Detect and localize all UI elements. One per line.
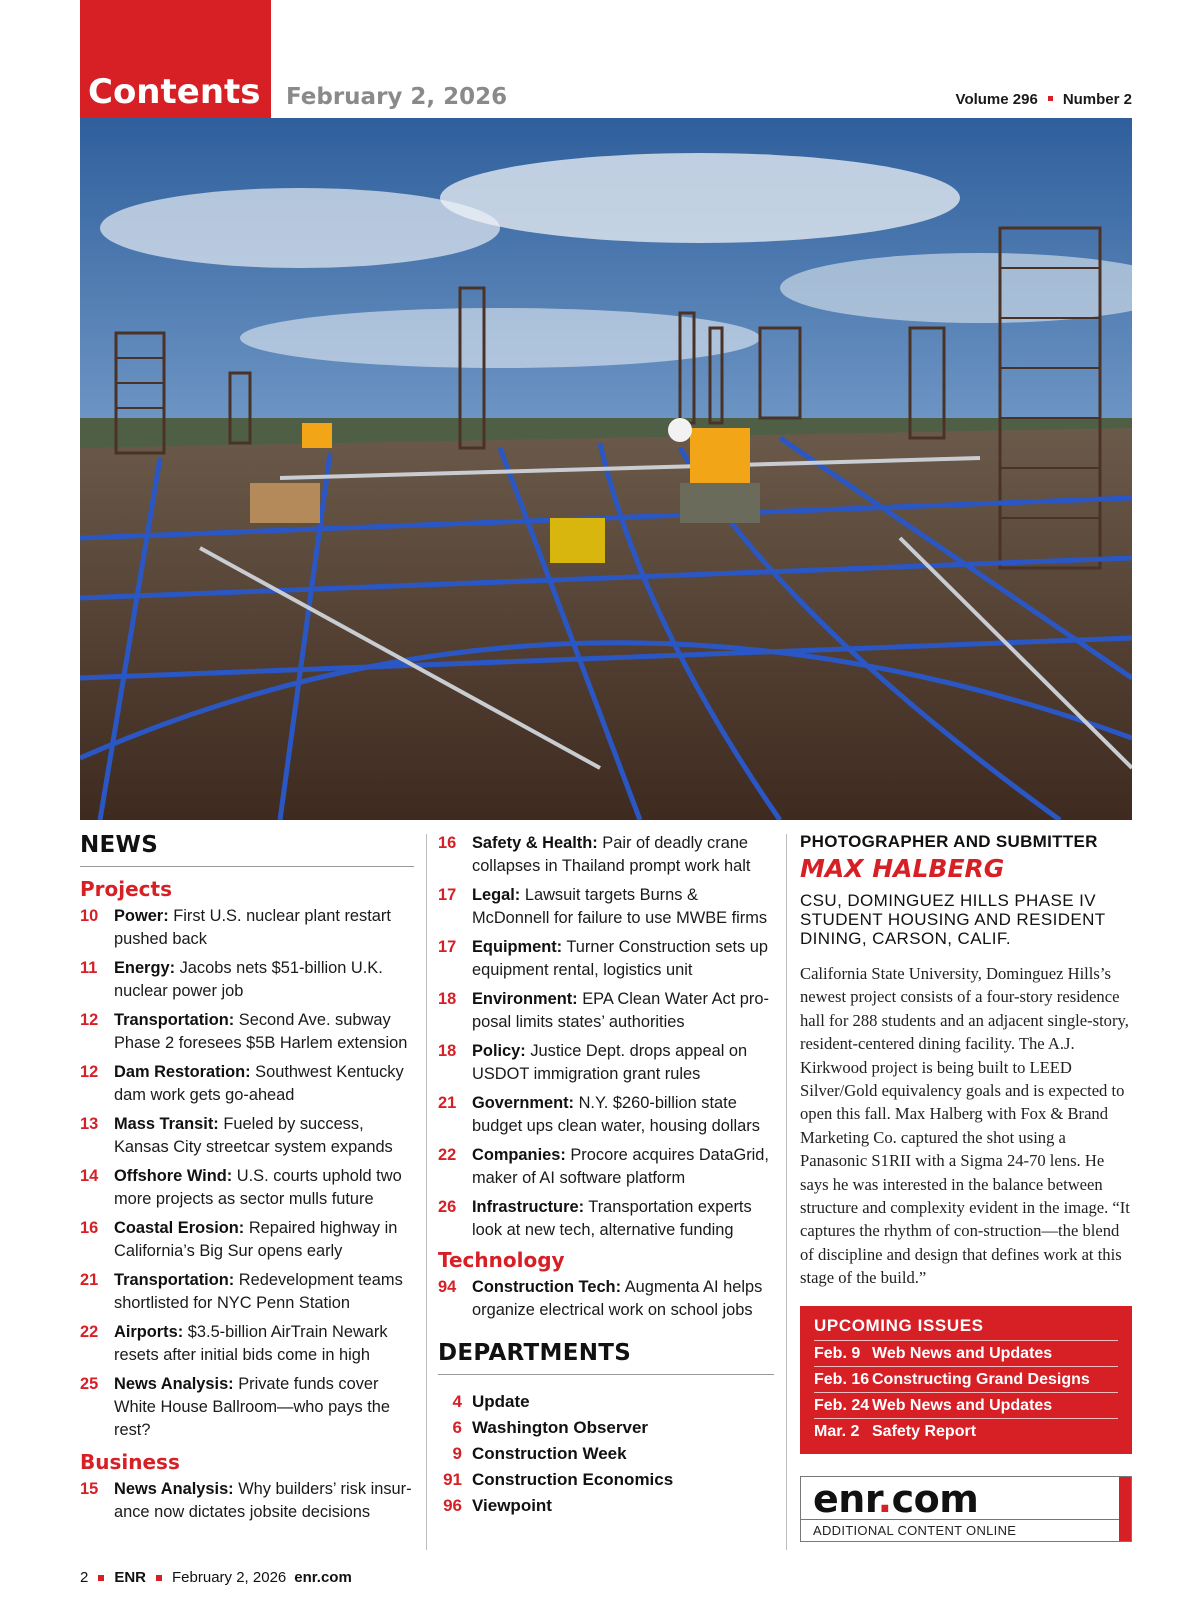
photo-credit-column — [800, 832, 1132, 1542]
entry-category: Offshore Wind: — [114, 1167, 233, 1185]
technology-heading: Technology — [438, 1248, 565, 1272]
issue-title: Web News and Updates — [872, 1344, 1053, 1362]
photo-caption: California State University, Dominguez Hills’s newest project consists of a four-story residence hall for 288 students and an adjacent single-story, resident-centered dining facility. The A.J. Kirkwood project is being built to LEED Silver/Gold equivalency goals and is expected to open this fall. Max Halberg with Fox & Brand Marketing Co. captured the shot using a Panasonic S1RII with a Sigma 24-70 lens. He says he was interested in the balance between structure and complexity evident in the image. “It captures the rhythm of con-struction—the blend of discipline and design that defines work at this stage of the build.” — [800, 964, 1130, 1288]
entry-headline: Transportation experts look at new tech, alternative funding — [472, 1198, 752, 1239]
entry-text — [114, 1165, 414, 1211]
entry-category: Environment: — [472, 990, 578, 1008]
entry-headline: First U.S. nuclear plant restart pushed back — [114, 907, 391, 948]
entry-category: Transportation: — [114, 1011, 235, 1029]
entry-category: Equipment: — [472, 938, 563, 956]
upcoming-issue-row — [814, 1419, 1118, 1444]
entry-category: Dam Restoration: — [114, 1063, 251, 1081]
page-number: 18 — [438, 990, 457, 1008]
entry-category: Companies: — [472, 1146, 566, 1164]
toc-entry[interactable] — [80, 1373, 414, 1442]
page-number: 17 — [438, 938, 457, 956]
entry-category: Government: — [472, 1094, 575, 1112]
entry-text — [114, 1321, 414, 1367]
page-number: 18 — [438, 1042, 457, 1060]
departments-list — [438, 1389, 774, 1519]
entry-headline: Justice Dept. drops appeal on USDOT immigration grant rules — [472, 1042, 748, 1083]
entry-text — [472, 884, 774, 930]
entry-headline: Procore acquires DataGrid, maker of AI software platform — [472, 1146, 769, 1187]
page-number: 10 — [80, 907, 99, 925]
toc-entry[interactable] — [80, 1009, 414, 1055]
page-number: 14 — [80, 1167, 99, 1185]
upcoming-issue-row — [814, 1341, 1118, 1367]
news-column-1 — [80, 832, 414, 1530]
toc-entry[interactable] — [80, 905, 414, 951]
toc-entry[interactable] — [438, 1196, 774, 1242]
department-entry[interactable] — [438, 1467, 774, 1493]
department-entry[interactable] — [438, 1441, 774, 1467]
entry-headline: $3.5-billion AirTrain Newark resets after initial bids come in high — [114, 1323, 388, 1364]
entry-text — [472, 988, 774, 1034]
entry-category: Airports: — [114, 1323, 184, 1341]
department-name: Update — [472, 1392, 530, 1411]
entry-text — [472, 832, 774, 878]
page-number: 22 — [438, 1146, 457, 1164]
entry-headline: Southwest Kentucky dam work gets go-ahead — [114, 1063, 404, 1104]
page-title: Contents — [88, 72, 261, 112]
entry-text — [114, 1478, 414, 1524]
business-heading: Business — [80, 1450, 180, 1474]
toc-entry[interactable] — [438, 988, 774, 1034]
department-name: Washington Observer — [472, 1418, 649, 1437]
entry-headline: Why builders’ risk insur-ance now dictates jobsite decisions — [114, 1480, 412, 1521]
entry-headline: Jacobs nets $51-billion U.K. nuclear power job — [114, 959, 383, 1000]
page-number: 26 — [438, 1198, 457, 1216]
contents-banner — [80, 0, 271, 118]
page-number: 12 — [80, 1011, 99, 1029]
entry-category: Transportation: — [114, 1271, 235, 1289]
toc-entry[interactable] — [438, 1040, 774, 1086]
column-divider — [786, 834, 787, 1550]
photographer-name: MAX HALBERG — [800, 854, 1005, 883]
business-list-continued — [438, 832, 774, 1242]
upcoming-heading: UPCOMING ISSUES — [814, 1316, 1118, 1341]
entry-category: Mass Transit: — [114, 1115, 219, 1133]
entry-headline: Second Ave. subway Phase 2 foresees $5B Harlem extension — [114, 1011, 408, 1052]
column-divider — [426, 834, 427, 1550]
entry-text — [472, 1276, 774, 1322]
toc-entry[interactable] — [80, 1217, 414, 1263]
entry-headline: U.S. courts uphold two more projects as sector mulls future — [114, 1167, 402, 1208]
toc-entry[interactable] — [80, 1061, 414, 1107]
business-list — [80, 1478, 414, 1524]
department-name: Construction Week — [472, 1444, 627, 1463]
entry-text — [114, 905, 414, 951]
entry-category: Power: — [114, 907, 169, 925]
toc-entry[interactable] — [438, 884, 774, 930]
construction-site-photo — [80, 118, 1132, 820]
entry-category: Coastal Erosion: — [114, 1219, 245, 1237]
entry-text — [114, 957, 414, 1003]
issue-date: Feb. 24 — [814, 1396, 870, 1414]
entry-category: Policy: — [472, 1042, 526, 1060]
entry-category: Energy: — [114, 959, 176, 977]
entry-text — [114, 1061, 414, 1107]
enr-logo[interactable] — [813, 1477, 978, 1521]
toc-entry[interactable] — [80, 1165, 414, 1211]
number-label: Number 2 — [1062, 91, 1132, 108]
page-number: 2 — [80, 1569, 89, 1586]
projects-list — [80, 905, 414, 1442]
entry-category: News Analysis: — [114, 1480, 234, 1498]
logo-com: com — [891, 1476, 979, 1521]
department-entry[interactable] — [438, 1389, 774, 1415]
entry-headline: Private funds cover White House Ballroom—who pays the rest? — [114, 1375, 391, 1439]
photographer-kicker: PHOTOGRAPHER AND SUBMITTER — [800, 832, 1098, 851]
promo-subtitle: ADDITIONAL CONTENT ONLINE — [813, 1522, 1017, 1538]
entry-headline: Pair of deadly crane collapses in Thailand prompt work halt — [472, 834, 751, 875]
entry-text — [472, 1040, 774, 1086]
entry-text — [114, 1113, 414, 1159]
page-footer — [80, 1569, 352, 1586]
issue-date: Feb. 16 — [814, 1370, 870, 1388]
entry-category: Legal: — [472, 886, 521, 904]
footer-site[interactable]: enr.com — [294, 1569, 352, 1586]
entry-headline: Lawsuit targets Burns & McDonnell for failure to use MWBE firms — [472, 886, 768, 927]
toc-entry[interactable] — [438, 1276, 774, 1322]
volume-number — [956, 91, 1132, 108]
page-number: 6 — [452, 1418, 462, 1437]
toc-entry[interactable] — [80, 957, 414, 1003]
page-number: 17 — [438, 886, 457, 904]
page-number: 9 — [452, 1444, 462, 1463]
entry-headline: Fueled by success, Kansas City streetcar system expands — [114, 1115, 393, 1156]
logo-enr: enr — [813, 1476, 878, 1521]
page-number: 11 — [80, 959, 98, 977]
toc-entry[interactable] — [80, 1478, 414, 1524]
entry-text — [472, 1144, 774, 1190]
entry-category: News Analysis: — [114, 1375, 234, 1393]
entry-headline: Augmenta AI helps organize electrical work on school jobs — [472, 1278, 763, 1319]
volume-label: Volume 296 — [955, 91, 1038, 108]
entry-text — [114, 1269, 414, 1315]
department-entry[interactable] — [438, 1415, 774, 1441]
projects-heading: Projects — [80, 877, 173, 901]
entry-category: Construction Tech: — [472, 1278, 622, 1296]
departments-heading: DEPARTMENTS — [438, 1340, 774, 1375]
page-number: 4 — [452, 1392, 462, 1411]
issue-date: Mar. 2 — [814, 1422, 860, 1440]
entry-text — [472, 1092, 774, 1138]
page-number: 94 — [438, 1278, 457, 1296]
enr-online-promo[interactable] — [800, 1476, 1132, 1542]
page-number: 25 — [80, 1375, 99, 1393]
footer-brand: ENR — [114, 1569, 147, 1586]
entry-text — [114, 1217, 414, 1263]
divider — [801, 1519, 1119, 1520]
issue-title: Web News and Updates — [872, 1396, 1053, 1414]
logo-dot: . — [877, 1476, 892, 1521]
square-bullet-icon — [156, 1575, 162, 1581]
square-bullet-icon — [1048, 96, 1053, 101]
page-number: 16 — [80, 1219, 99, 1237]
toc-entry[interactable] — [438, 1092, 774, 1138]
page-number: 21 — [438, 1094, 457, 1112]
page-number: 15 — [80, 1480, 99, 1498]
entry-headline: Turner Construction sets up equipment rental, logistics unit — [472, 938, 769, 979]
entry-headline: Redevelopment teams shortlisted for NYC Penn Station — [114, 1271, 403, 1312]
entry-text — [472, 936, 774, 982]
entry-headline: Repaired highway in California’s Big Sur opens early — [114, 1219, 398, 1260]
page-number: 12 — [80, 1063, 99, 1081]
toc-entry[interactable] — [80, 1269, 414, 1315]
accent-bar — [1119, 1477, 1131, 1541]
news-heading: NEWS — [80, 832, 414, 867]
project-title: CSU, DOMINGUEZ HILLS PHASE IV STUDENT HOUSING AND RESIDENT DINING, CARSON, CALIF. — [800, 891, 1106, 948]
news-column-2 — [438, 832, 774, 1519]
entry-category: Infrastructure: — [472, 1198, 585, 1216]
square-bullet-icon — [98, 1575, 104, 1581]
issue-title: Constructing Grand Designs — [872, 1370, 1090, 1388]
footer-date: February 2, 2026 — [172, 1569, 287, 1586]
issue-date: Feb. 9 — [814, 1344, 861, 1362]
page-number: 91 — [443, 1470, 462, 1489]
page-number: 96 — [443, 1496, 462, 1515]
upcoming-list — [814, 1341, 1118, 1444]
issue-title: Safety Report — [872, 1422, 977, 1440]
upcoming-issues-box — [800, 1306, 1132, 1454]
upcoming-issue-row — [814, 1393, 1118, 1419]
toc-entry[interactable] — [438, 832, 774, 878]
page-number: 16 — [438, 834, 457, 852]
page-number: 21 — [80, 1271, 99, 1289]
entry-text — [114, 1009, 414, 1055]
entry-headline: N.Y. $260-billion state budget ups clean water, housing dollars — [472, 1094, 760, 1135]
upcoming-issue-row — [814, 1367, 1118, 1393]
toc-entry[interactable] — [80, 1321, 414, 1367]
entry-headline: EPA Clean Water Act pro-posal limits states’ authorities — [472, 990, 769, 1031]
issue-date: February 2, 2026 — [286, 84, 508, 110]
toc-entry[interactable] — [438, 936, 774, 982]
toc-entry[interactable] — [438, 1144, 774, 1190]
entry-category: Safety & Health: — [472, 834, 598, 852]
technology-list — [438, 1276, 774, 1322]
cover-photo — [80, 118, 1132, 820]
department-entry[interactable] — [438, 1493, 774, 1519]
page-number: 22 — [80, 1323, 99, 1341]
entry-text — [114, 1373, 414, 1442]
department-name: Construction Economics — [472, 1470, 674, 1489]
department-name: Viewpoint — [472, 1496, 552, 1515]
page-number: 13 — [80, 1115, 99, 1133]
toc-entry[interactable] — [80, 1113, 414, 1159]
entry-text — [472, 1196, 774, 1242]
